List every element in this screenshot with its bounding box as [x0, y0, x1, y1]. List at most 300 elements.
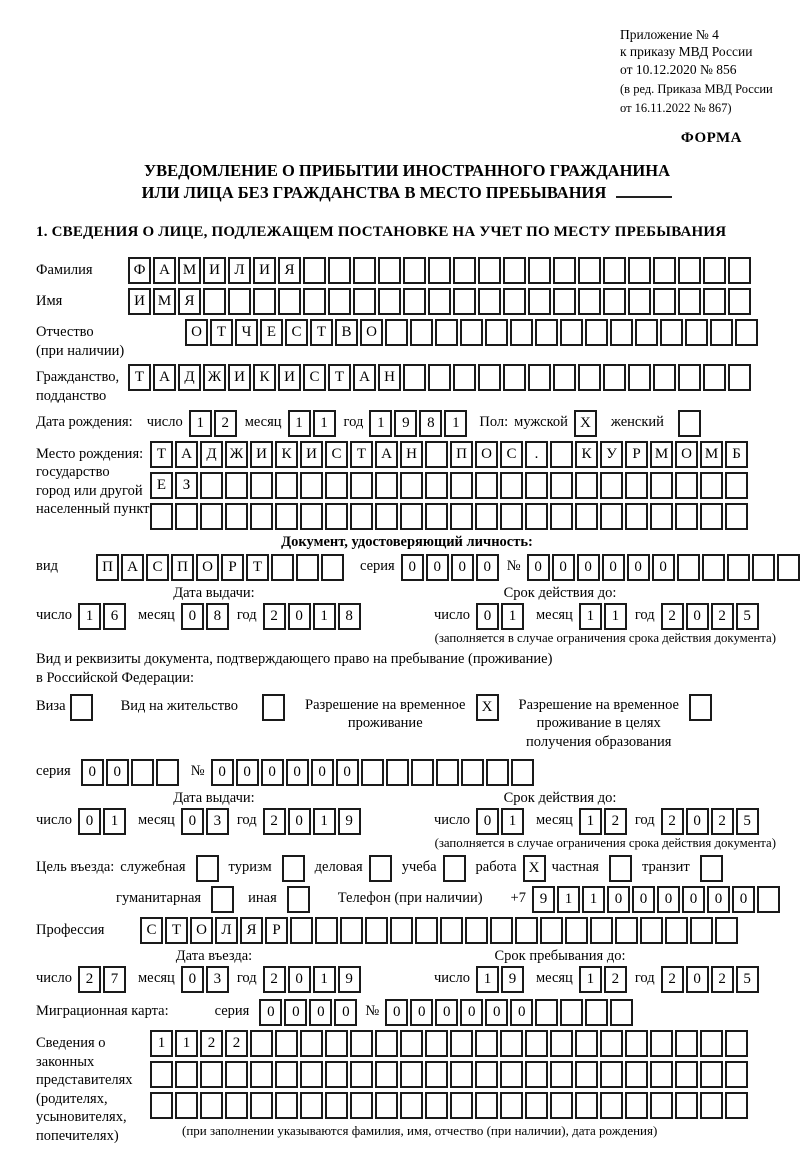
char-box[interactable]: [425, 441, 448, 468]
char-box[interactable]: 0: [686, 966, 709, 993]
char-box[interactable]: [628, 364, 651, 391]
char-box[interactable]: [610, 319, 633, 346]
char-box[interactable]: [528, 364, 551, 391]
char-box[interactable]: Р: [221, 554, 244, 581]
char-box[interactable]: 0: [284, 999, 307, 1026]
char-box[interactable]: С: [500, 441, 523, 468]
char-box[interactable]: [525, 1030, 548, 1057]
char-box[interactable]: .: [525, 441, 548, 468]
char-box[interactable]: [325, 1030, 348, 1057]
char-box[interactable]: 0: [259, 999, 282, 1026]
char-box[interactable]: [500, 472, 523, 499]
char-box[interactable]: 1: [189, 410, 212, 437]
char-box[interactable]: [353, 257, 376, 284]
char-box[interactable]: [625, 472, 648, 499]
char-box[interactable]: [511, 759, 534, 786]
char-box[interactable]: [453, 257, 476, 284]
char-box[interactable]: [425, 1030, 448, 1057]
char-box[interactable]: Т: [128, 364, 151, 391]
char-box[interactable]: И: [253, 257, 276, 284]
char-box[interactable]: [700, 472, 723, 499]
char-box[interactable]: 0: [485, 999, 508, 1026]
purpose-business-checkbox[interactable]: [369, 855, 392, 882]
char-box[interactable]: [700, 503, 723, 530]
char-box[interactable]: [653, 257, 676, 284]
char-box[interactable]: [200, 472, 223, 499]
char-box[interactable]: С: [303, 364, 326, 391]
char-box[interactable]: [703, 364, 726, 391]
char-box[interactable]: И: [203, 257, 226, 284]
char-box[interactable]: 0: [510, 999, 533, 1026]
char-box[interactable]: 0: [527, 554, 550, 581]
char-box[interactable]: [600, 1092, 623, 1119]
char-box[interactable]: 0: [707, 886, 730, 913]
char-box[interactable]: 1: [313, 603, 336, 630]
char-box[interactable]: [200, 503, 223, 530]
char-box[interactable]: 2: [263, 603, 286, 630]
char-box[interactable]: [475, 1092, 498, 1119]
char-box[interactable]: [675, 503, 698, 530]
char-box[interactable]: [600, 503, 623, 530]
char-box[interactable]: [690, 917, 713, 944]
char-box[interactable]: А: [153, 364, 176, 391]
char-box[interactable]: 0: [682, 886, 705, 913]
char-box[interactable]: [461, 759, 484, 786]
char-box[interactable]: 5: [736, 808, 759, 835]
char-box[interactable]: 0: [652, 554, 675, 581]
char-box[interactable]: В: [335, 319, 358, 346]
char-box[interactable]: 0: [607, 886, 630, 913]
char-box[interactable]: [500, 1092, 523, 1119]
char-box[interactable]: [375, 1092, 398, 1119]
char-box[interactable]: 2: [78, 966, 101, 993]
char-box[interactable]: [585, 999, 608, 1026]
char-box[interactable]: К: [575, 441, 598, 468]
char-box[interactable]: [453, 364, 476, 391]
char-box[interactable]: П: [96, 554, 119, 581]
char-box[interactable]: [400, 472, 423, 499]
char-box[interactable]: К: [253, 364, 276, 391]
char-box[interactable]: [550, 472, 573, 499]
char-box[interactable]: [200, 1092, 223, 1119]
char-box[interactable]: [565, 917, 588, 944]
char-box[interactable]: 0: [632, 886, 655, 913]
char-box[interactable]: 0: [552, 554, 575, 581]
char-box[interactable]: [250, 472, 273, 499]
char-box[interactable]: [725, 472, 748, 499]
char-box[interactable]: 0: [288, 966, 311, 993]
char-box[interactable]: [450, 472, 473, 499]
char-box[interactable]: [415, 917, 438, 944]
char-box[interactable]: [150, 503, 173, 530]
char-box[interactable]: [703, 257, 726, 284]
char-box[interactable]: Т: [350, 441, 373, 468]
char-box[interactable]: [528, 288, 551, 315]
char-box[interactable]: 2: [263, 808, 286, 835]
char-box[interactable]: [300, 503, 323, 530]
char-box[interactable]: Л: [228, 257, 251, 284]
char-box[interactable]: [350, 1061, 373, 1088]
char-box[interactable]: [650, 503, 673, 530]
char-box[interactable]: [486, 759, 509, 786]
char-box[interactable]: 0: [81, 759, 104, 786]
char-box[interactable]: М: [153, 288, 176, 315]
char-box[interactable]: Л: [215, 917, 238, 944]
char-box[interactable]: [200, 1061, 223, 1088]
char-box[interactable]: 2: [200, 1030, 223, 1057]
char-box[interactable]: [325, 1092, 348, 1119]
char-box[interactable]: [400, 1092, 423, 1119]
char-box[interactable]: 0: [309, 999, 332, 1026]
char-box[interactable]: 0: [385, 999, 408, 1026]
char-box[interactable]: [150, 1092, 173, 1119]
char-box[interactable]: [250, 1061, 273, 1088]
char-box[interactable]: [710, 319, 733, 346]
char-box[interactable]: 0: [476, 554, 499, 581]
char-box[interactable]: [500, 1030, 523, 1057]
char-box[interactable]: [525, 503, 548, 530]
char-box[interactable]: У: [600, 441, 623, 468]
char-box[interactable]: Д: [178, 364, 201, 391]
char-box[interactable]: [678, 257, 701, 284]
char-box[interactable]: [478, 364, 501, 391]
char-box[interactable]: [675, 1030, 698, 1057]
char-box[interactable]: [615, 917, 638, 944]
male-checkbox[interactable]: X: [574, 410, 597, 437]
char-box[interactable]: [635, 319, 658, 346]
char-box[interactable]: [757, 886, 780, 913]
char-box[interactable]: 3: [206, 966, 229, 993]
char-box[interactable]: [500, 503, 523, 530]
char-box[interactable]: [290, 917, 313, 944]
char-box[interactable]: [560, 999, 583, 1026]
char-box[interactable]: [350, 503, 373, 530]
char-box[interactable]: [425, 1092, 448, 1119]
char-box[interactable]: [475, 1061, 498, 1088]
char-box[interactable]: [503, 257, 526, 284]
char-box[interactable]: [271, 554, 294, 581]
char-box[interactable]: 1: [582, 886, 605, 913]
char-box[interactable]: [275, 1092, 298, 1119]
char-box[interactable]: [578, 288, 601, 315]
char-box[interactable]: 2: [711, 966, 734, 993]
char-box[interactable]: 0: [211, 759, 234, 786]
char-box[interactable]: 9: [394, 410, 417, 437]
char-box[interactable]: [665, 917, 688, 944]
char-box[interactable]: 0: [435, 999, 458, 1026]
char-box[interactable]: 8: [338, 603, 361, 630]
char-box[interactable]: А: [175, 441, 198, 468]
char-box[interactable]: [575, 1030, 598, 1057]
char-box[interactable]: [253, 288, 276, 315]
char-box[interactable]: [603, 288, 626, 315]
char-box[interactable]: 1: [579, 603, 602, 630]
char-box[interactable]: [700, 1092, 723, 1119]
char-box[interactable]: [225, 1061, 248, 1088]
char-box[interactable]: [386, 759, 409, 786]
char-box[interactable]: 1: [175, 1030, 198, 1057]
char-box[interactable]: [650, 1030, 673, 1057]
char-box[interactable]: [553, 288, 576, 315]
char-box[interactable]: [575, 1092, 598, 1119]
char-box[interactable]: [315, 917, 338, 944]
char-box[interactable]: [325, 472, 348, 499]
char-box[interactable]: [550, 1092, 573, 1119]
char-box[interactable]: [725, 503, 748, 530]
char-box[interactable]: [300, 1092, 323, 1119]
char-box[interactable]: 1: [444, 410, 467, 437]
char-box[interactable]: 9: [532, 886, 555, 913]
char-box[interactable]: 1: [369, 410, 392, 437]
char-box[interactable]: [725, 1092, 748, 1119]
char-box[interactable]: Ж: [203, 364, 226, 391]
char-box[interactable]: Т: [328, 364, 351, 391]
char-box[interactable]: [350, 472, 373, 499]
char-box[interactable]: 1: [579, 808, 602, 835]
char-box[interactable]: Т: [246, 554, 269, 581]
char-box[interactable]: 1: [103, 808, 126, 835]
char-box[interactable]: [321, 554, 344, 581]
char-box[interactable]: 9: [338, 966, 361, 993]
char-box[interactable]: Т: [165, 917, 188, 944]
char-box[interactable]: [728, 257, 751, 284]
char-box[interactable]: [578, 257, 601, 284]
char-box[interactable]: Я: [178, 288, 201, 315]
char-box[interactable]: [700, 1061, 723, 1088]
char-box[interactable]: [585, 319, 608, 346]
char-box[interactable]: [640, 917, 663, 944]
char-box[interactable]: [325, 503, 348, 530]
char-box[interactable]: [725, 1061, 748, 1088]
char-box[interactable]: 1: [150, 1030, 173, 1057]
char-box[interactable]: [603, 257, 626, 284]
char-box[interactable]: 2: [711, 603, 734, 630]
char-box[interactable]: [525, 1061, 548, 1088]
char-box[interactable]: [728, 364, 751, 391]
visa-checkbox[interactable]: [70, 694, 93, 721]
char-box[interactable]: [728, 288, 751, 315]
char-box[interactable]: [436, 759, 459, 786]
char-box[interactable]: [275, 472, 298, 499]
char-box[interactable]: [450, 1061, 473, 1088]
char-box[interactable]: О: [196, 554, 219, 581]
char-box[interactable]: С: [140, 917, 163, 944]
char-box[interactable]: [490, 917, 513, 944]
char-box[interactable]: [450, 503, 473, 530]
char-box[interactable]: Ч: [235, 319, 258, 346]
char-box[interactable]: Я: [278, 257, 301, 284]
char-box[interactable]: [250, 503, 273, 530]
char-box[interactable]: 3: [206, 808, 229, 835]
char-box[interactable]: 0: [410, 999, 433, 1026]
char-box[interactable]: [378, 288, 401, 315]
char-box[interactable]: Ф: [128, 257, 151, 284]
char-box[interactable]: [600, 472, 623, 499]
char-box[interactable]: 0: [732, 886, 755, 913]
char-box[interactable]: [203, 288, 226, 315]
char-box[interactable]: 2: [661, 603, 684, 630]
char-box[interactable]: Е: [150, 472, 173, 499]
char-box[interactable]: [550, 1061, 573, 1088]
char-box[interactable]: Д: [200, 441, 223, 468]
char-box[interactable]: [525, 1092, 548, 1119]
char-box[interactable]: [175, 1092, 198, 1119]
char-box[interactable]: 0: [106, 759, 129, 786]
char-box[interactable]: [628, 257, 651, 284]
char-box[interactable]: [535, 319, 558, 346]
char-box[interactable]: [553, 257, 576, 284]
char-box[interactable]: [550, 503, 573, 530]
char-box[interactable]: [390, 917, 413, 944]
char-box[interactable]: 0: [401, 554, 424, 581]
char-box[interactable]: М: [178, 257, 201, 284]
purpose-work-checkbox[interactable]: X: [523, 855, 546, 882]
char-box[interactable]: О: [185, 319, 208, 346]
char-box[interactable]: 2: [604, 966, 627, 993]
purpose-private-checkbox[interactable]: [609, 855, 632, 882]
char-box[interactable]: 2: [225, 1030, 248, 1057]
char-box[interactable]: [715, 917, 738, 944]
char-box[interactable]: Е: [260, 319, 283, 346]
char-box[interactable]: 1: [78, 603, 101, 630]
char-box[interactable]: [375, 1061, 398, 1088]
char-box[interactable]: Р: [625, 441, 648, 468]
char-box[interactable]: [353, 288, 376, 315]
char-box[interactable]: [403, 257, 426, 284]
char-box[interactable]: [385, 319, 408, 346]
char-box[interactable]: 2: [214, 410, 237, 437]
char-box[interactable]: [325, 1061, 348, 1088]
char-box[interactable]: [550, 441, 573, 468]
char-box[interactable]: [560, 319, 583, 346]
char-box[interactable]: А: [153, 257, 176, 284]
char-box[interactable]: [175, 1061, 198, 1088]
char-box[interactable]: [411, 759, 434, 786]
char-box[interactable]: [578, 364, 601, 391]
char-box[interactable]: 0: [657, 886, 680, 913]
char-box[interactable]: М: [700, 441, 723, 468]
char-box[interactable]: 0: [261, 759, 284, 786]
char-box[interactable]: [156, 759, 179, 786]
char-box[interactable]: [300, 1061, 323, 1088]
char-box[interactable]: [677, 554, 700, 581]
char-box[interactable]: [340, 917, 363, 944]
char-box[interactable]: [628, 288, 651, 315]
char-box[interactable]: [550, 1030, 573, 1057]
char-box[interactable]: 6: [103, 603, 126, 630]
purpose-tourism-checkbox[interactable]: [282, 855, 305, 882]
char-box[interactable]: [275, 1061, 298, 1088]
char-box[interactable]: 0: [451, 554, 474, 581]
char-box[interactable]: [150, 1061, 173, 1088]
char-box[interactable]: [735, 319, 758, 346]
char-box[interactable]: 2: [604, 808, 627, 835]
char-box[interactable]: [610, 999, 633, 1026]
char-box[interactable]: [425, 472, 448, 499]
char-box[interactable]: [675, 1092, 698, 1119]
char-box[interactable]: [450, 1030, 473, 1057]
char-box[interactable]: [410, 319, 433, 346]
char-box[interactable]: [378, 257, 401, 284]
char-box[interactable]: А: [353, 364, 376, 391]
char-box[interactable]: И: [228, 364, 251, 391]
char-box[interactable]: Н: [378, 364, 401, 391]
char-box[interactable]: [650, 472, 673, 499]
char-box[interactable]: [575, 472, 598, 499]
char-box[interactable]: 1: [313, 966, 336, 993]
char-box[interactable]: [450, 1092, 473, 1119]
char-box[interactable]: А: [375, 441, 398, 468]
char-box[interactable]: 2: [661, 966, 684, 993]
char-box[interactable]: [275, 1030, 298, 1057]
char-box[interactable]: [600, 1061, 623, 1088]
purpose-study-checkbox[interactable]: [443, 855, 466, 882]
char-box[interactable]: 1: [476, 966, 499, 993]
purpose-official-checkbox[interactable]: [196, 855, 219, 882]
char-box[interactable]: [225, 472, 248, 499]
char-box[interactable]: 0: [476, 603, 499, 630]
edu-permit-checkbox[interactable]: [689, 694, 712, 721]
char-box[interactable]: 0: [686, 603, 709, 630]
char-box[interactable]: [525, 472, 548, 499]
char-box[interactable]: Т: [310, 319, 333, 346]
char-box[interactable]: [515, 917, 538, 944]
char-box[interactable]: З: [175, 472, 198, 499]
char-box[interactable]: [625, 1092, 648, 1119]
char-box[interactable]: [250, 1030, 273, 1057]
char-box[interactable]: О: [475, 441, 498, 468]
char-box[interactable]: [475, 472, 498, 499]
char-box[interactable]: О: [360, 319, 383, 346]
char-box[interactable]: [303, 288, 326, 315]
char-box[interactable]: [590, 917, 613, 944]
char-box[interactable]: 0: [577, 554, 600, 581]
char-box[interactable]: Т: [210, 319, 233, 346]
char-box[interactable]: [475, 1030, 498, 1057]
char-box[interactable]: [131, 759, 154, 786]
char-box[interactable]: [303, 257, 326, 284]
char-box[interactable]: [428, 257, 451, 284]
char-box[interactable]: [328, 288, 351, 315]
char-box[interactable]: 5: [736, 966, 759, 993]
char-box[interactable]: П: [450, 441, 473, 468]
char-box[interactable]: [428, 364, 451, 391]
char-box[interactable]: [403, 364, 426, 391]
char-box[interactable]: [700, 1030, 723, 1057]
char-box[interactable]: И: [300, 441, 323, 468]
char-box[interactable]: [528, 257, 551, 284]
char-box[interactable]: [485, 319, 508, 346]
char-box[interactable]: Р: [265, 917, 288, 944]
char-box[interactable]: 2: [661, 808, 684, 835]
char-box[interactable]: [478, 257, 501, 284]
char-box[interactable]: Б: [725, 441, 748, 468]
char-box[interactable]: [675, 1061, 698, 1088]
char-box[interactable]: [175, 503, 198, 530]
char-box[interactable]: О: [190, 917, 213, 944]
char-box[interactable]: 8: [419, 410, 442, 437]
char-box[interactable]: [625, 1061, 648, 1088]
char-box[interactable]: 1: [579, 966, 602, 993]
char-box[interactable]: М: [650, 441, 673, 468]
residence-permit-checkbox[interactable]: [262, 694, 285, 721]
char-box[interactable]: [478, 288, 501, 315]
female-checkbox[interactable]: [678, 410, 701, 437]
char-box[interactable]: [400, 1030, 423, 1057]
char-box[interactable]: 0: [288, 808, 311, 835]
char-box[interactable]: [278, 288, 301, 315]
char-box[interactable]: 5: [736, 603, 759, 630]
